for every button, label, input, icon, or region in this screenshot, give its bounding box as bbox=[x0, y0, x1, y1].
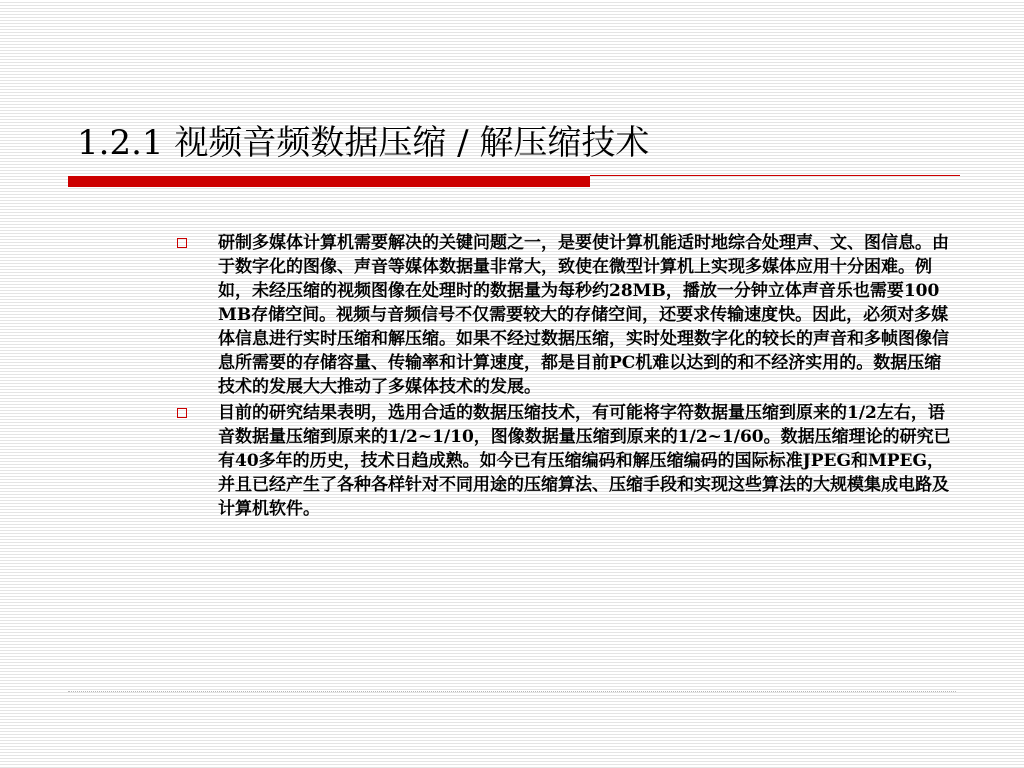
square-bullet-icon bbox=[177, 408, 187, 418]
footer-divider bbox=[68, 691, 956, 692]
square-bullet-icon bbox=[177, 238, 187, 248]
bullet-text: 目前的研究结果表明，选用合适的数据压缩技术，有可能将字符数据量压缩到原来的1/2左右，语音数据量压缩到原来的1/2~1/10，图像数据量压缩到原来的1/2~1/60。数据压缩理论的研究已有40多年的历史，技术日趋成熟。如今已有压缩编码和解压缩编码的国际标准JPEG和MPEG，并且已经产生了各种各样针对不同用途的压缩算法、压缩手段和实现这些算法的大规模集成电路及计算机软件。 bbox=[218, 403, 951, 519]
bullet-text: 研制多媒体计算机需要解决的关键问题之一，是要使计算机能适时地综合处理声、文、图信息。由于数字化的图像、声音等媒体数据量非常大，致使在微型计算机上实现多媒体应用十分困难。例如，未经压缩的视频图像在处理时的数据量为每秒约28MB，播放一分钟立体声音乐也需要100MB存储空间。视频与音频信号不仅需要较大的存储空间，还要求传输速度快。因此，必须对多媒体信息进行实时压缩和解压缩。如果不经过数据压缩，实时处理数字化的较长的声音和多帧图像信息所需要的存储容量、传输率和计算速度，都是目前PC机难以达到的和不经济实用的。数据压缩技术的发展大大推动了多媒体技术的发展。 bbox=[218, 233, 949, 397]
bullet-item bbox=[177, 401, 957, 521]
title-underline-line bbox=[590, 175, 960, 176]
bullet-list bbox=[177, 231, 957, 523]
bullet-item bbox=[177, 231, 957, 399]
slide-title: 1.2.1 视频音频数据压缩 / 解压缩技术 bbox=[77, 123, 650, 163]
title-underline-bar bbox=[68, 176, 590, 187]
